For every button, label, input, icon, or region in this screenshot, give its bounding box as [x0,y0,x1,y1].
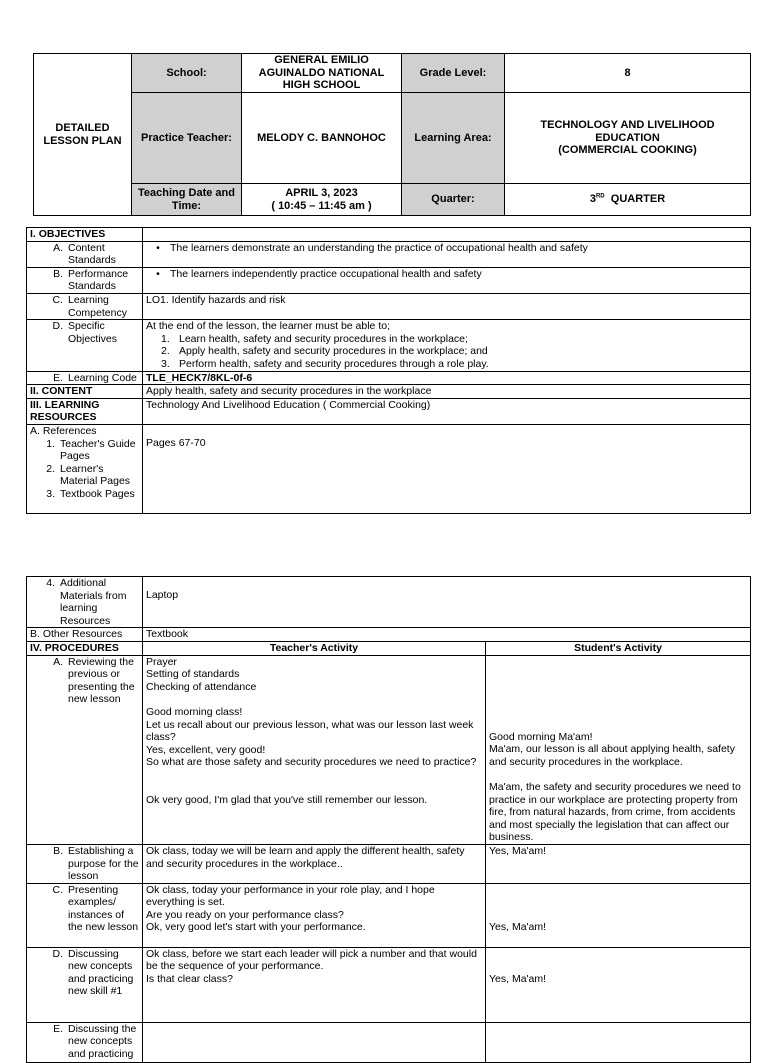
other-resources-label: B. Other Resources [27,628,143,642]
date-label-cell [132,184,242,216]
plan-title: DETAILED LESSON PLAN [43,122,122,147]
school-value-cell [242,54,402,93]
references-pages: Pages 67-70 [146,436,206,449]
bullet-icon: • [156,267,160,280]
learning-competency-text: LO1. Identify hazards and risk [143,293,751,319]
procedure-b-student: Yes, Ma'am! [486,844,751,883]
content-text: Apply health, safety and security procedures in the workplace [143,385,751,399]
quarter-superscript: RD [595,193,605,200]
teacher-label-cell [132,93,242,184]
additional-materials-value-cell [143,577,751,628]
reference-item: 1. Teacher's Guide Pages [46,437,136,463]
learning-code-value: TLE_HECK7/8KL-0f-6 [143,371,751,385]
school-value: GENERAL EMILIO AGUINALDO NATIONAL HIGH SCHOOL [258,54,385,92]
objective-item: 3. Perform health, safety and security procedures through a role play. [161,357,489,370]
quarter-word: QUARTER [610,193,666,206]
quarter-value-cell [505,184,751,216]
procedure-e-label: E. Discussing the new concepts and practicing [27,1022,143,1062]
content-standards-text: • The learners demonstrate an understanding the practice of occupational health and safety [143,241,751,267]
objectives-heading-spacer [143,228,751,242]
references-pages-cell [143,424,751,513]
content-heading: II. CONTENT [27,385,143,399]
objectives-heading: I. OBJECTIVES [27,228,143,242]
procedure-c-label: C. Presenting examples/ instances of the new lesson [27,883,143,947]
school-label-cell [132,54,242,93]
area-value-cell [505,93,751,184]
specific-objectives-intro: At the end of the lesson, the learner must be able to; [146,320,390,333]
area-value-line2: (COMMERCIAL COOKING) [558,144,697,157]
reference-item: 3. Textbook Pages [46,487,135,500]
date-value-line2: ( 10:45 – 11:45 am ) [271,199,372,212]
area-label-cell [402,93,505,184]
area-value-line1: TECHNOLOGY AND LIVELIHOOD EDUCATION [540,119,715,144]
quarter-label: Quarter: [431,193,475,206]
procedures-heading: IV. PROCEDURES [27,641,143,655]
teacher-label: Practice Teacher: [141,131,232,144]
additional-materials-value: Laptop [146,589,179,601]
grade-label: Grade Level: [419,66,487,79]
lesson-table-page1 [26,227,751,514]
bullet-icon: • [156,241,160,254]
procedure-c-teacher: Ok class, today your performance in your role play, and I hope everything is set. Are you ready on your performance class? Ok, very good let's start with your performance. [143,883,486,947]
procedure-d-label: D. Discussing new concepts and practicing new skill #1 [27,947,143,1022]
procedure-a-student: Good morning Ma'am! Ma'am, our lesson is all about applying health, safety and security procedures in the workplace. Ma'am, the safety and security procedures we need to practice in our workplace are protecting property from fire, from natural hazards, from crime, from accidents and most specially the legislation that can affect our business. [486,655,751,844]
school-label: School: [166,66,207,79]
procedure-e-student [486,1022,751,1062]
learning-code-label: E. Learning Code [27,371,143,385]
date-value-cell [242,184,402,216]
teacher-value: MELODY C. BANNOHOC [257,131,386,144]
performance-standards-text: • The learners independently practice occupational health and safety [143,267,751,293]
procedure-c-student: Yes, Ma'am! [486,883,751,947]
learning-resources-text: Technology And Livelihood Education ( Commercial Cooking) [143,398,751,424]
reference-item: 2. Learner's Material Pages [46,462,131,488]
student-activity-header: Student's Activity [486,641,751,655]
procedure-a-label: A. Reviewing the previous or presenting the new lesson [27,655,143,844]
grade-value-cell [505,54,751,93]
learning-competency-label: C. Learning Competency [27,293,143,319]
grade-value: 8 [624,66,631,79]
date-value-line1: APRIL 3, 2023 [285,187,358,199]
objective-item: 2. Apply health, safety and security procedures in the workplace; and [161,345,488,358]
procedure-d-teacher: Ok class, before we start each leader will pick a number and that would be the sequence of your performance. Is that clear class? [143,947,486,1022]
grade-label-cell [402,54,505,93]
additional-materials-label: 4. Additional Materials from learning Resources [27,577,143,628]
learning-resources-heading: III. LEARNING RESOURCES [27,398,143,424]
teacher-activity-header: Teacher's Activity [143,641,486,655]
quarter-label-cell [402,184,505,216]
specific-objectives-text [143,320,751,371]
quarter-number: 3 [589,193,596,206]
objective-item: 1. Learn health, safety and security procedures in the workplace; [161,332,468,345]
other-resources-value: Textbook [143,628,751,642]
procedure-b-teacher: Ok class, today we will be learn and apply the different health, safety and security procedures in the workplace.. [143,844,486,883]
lesson-table-page2 [26,576,751,1063]
date-label: Teaching Date and Time: [138,187,235,212]
performance-standards-label: B. Performance Standards [27,267,143,293]
references-label: A. References [30,424,97,437]
procedure-b-label: B. Establishing a purpose for the lesson [27,844,143,883]
specific-objectives-label: D. Specific Objectives [27,320,143,371]
header-table [33,53,751,216]
teacher-value-cell [242,93,402,184]
content-standards-label: A. Content Standards [27,241,143,267]
procedure-e-teacher [143,1022,486,1062]
procedure-d-student: Yes, Ma'am! [486,947,751,1022]
procedure-a-teacher: Prayer Setting of standards Checking of attendance Good morning class! Let us recall about our previous lesson, what was our lesson last week class? Yes, excellent, very good! So what are those safety and security procedures we need to practice? Ok very good, I'm glad that you've still remember our lesson. [143,655,486,844]
references-label-cell [27,424,143,513]
plan-title-cell [34,54,132,216]
area-label: Learning Area: [414,131,492,144]
